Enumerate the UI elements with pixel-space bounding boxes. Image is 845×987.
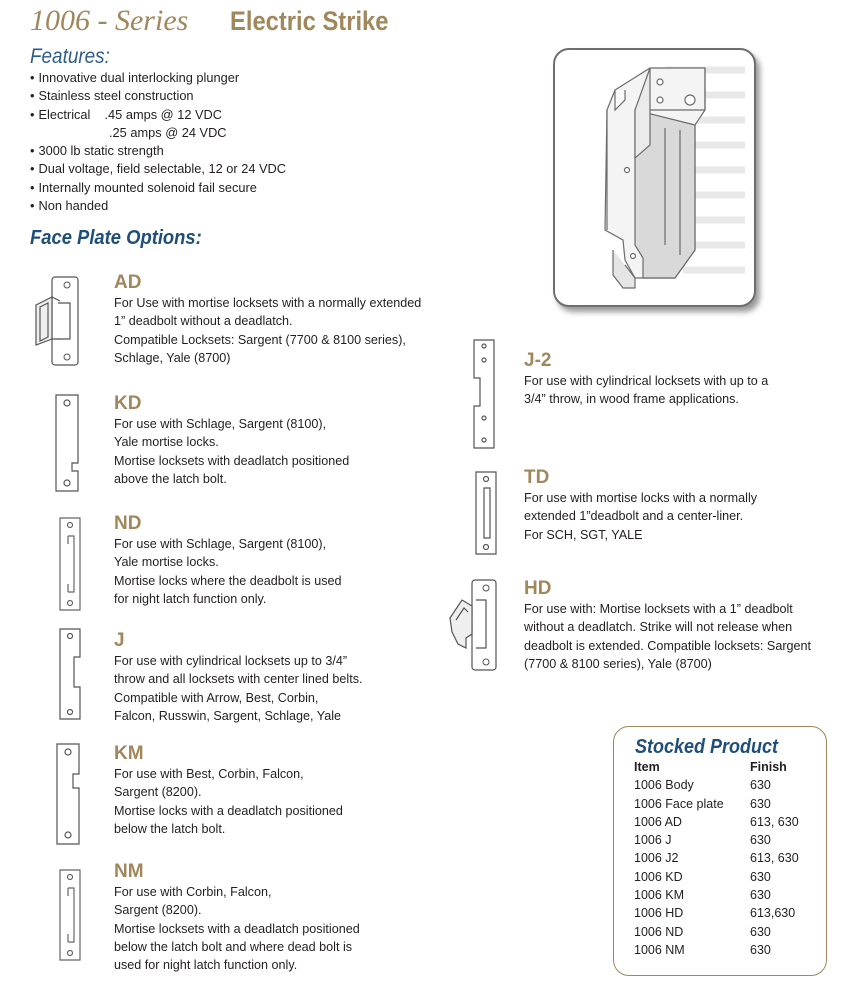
table-row: 1006 KM 630 — [634, 888, 771, 903]
option-description: For use with Schlage, Sargent (8100), Yale mortise locks. Mortise locks where the deadbolt is used for night latch function only. — [114, 537, 342, 606]
km-face-plate-icon — [55, 742, 81, 846]
hd-face-plate-icon — [446, 578, 498, 672]
nm-face-plate-icon — [58, 868, 82, 962]
kd-face-plate-icon — [54, 393, 80, 493]
ad-face-plate-icon — [34, 275, 80, 367]
j-face-plate-icon — [58, 627, 82, 721]
feature-item: • Electrical .45 amps @ 12 VDC — [30, 106, 286, 124]
electric-strike-illustration — [555, 50, 754, 305]
feature-item: • Innovative dual interlocking plunger — [30, 69, 286, 87]
stocked-product-box — [613, 726, 827, 976]
stocked-product-table — [634, 760, 799, 961]
option-code: J-2 — [524, 350, 552, 371]
feature-item: • Non handed — [30, 197, 286, 215]
option-description: For Use with mortise locksets with a normally extended 1” deadbolt without a deadlatch. Compatible Locksets: Sargent (7700 & 8100 series), Schlage, Yale (8700) — [114, 296, 422, 365]
feature-item: • Stainless steel construction — [30, 87, 286, 105]
face-plate-heading: Face Plate Options: — [30, 227, 202, 249]
option-j2 — [524, 350, 768, 409]
option-code: J — [114, 630, 125, 651]
stocked-product-heading: Stocked Product — [635, 736, 779, 758]
option-description: For use with: Mortise locksets with a 1” deadbolt without a deadlatch. Strike will not release when deadbolt is extended. Compatible locksets: Sargent (7700 & 8100 series), Yale (8700) — [524, 602, 812, 671]
table-row: 1006 NM 630 — [634, 942, 771, 957]
table-row: 1006 AD 613, 630 — [634, 814, 799, 829]
table-row: 1006 KD 630 — [634, 869, 771, 884]
option-km — [114, 743, 343, 838]
option-nd — [114, 513, 342, 608]
option-description: For use with cylindrical locksets with up to a 3/4” throw, in wood frame applications. — [524, 374, 769, 407]
page-title: Electric Strike — [230, 6, 389, 36]
table-row: 1006 Body 630 — [634, 778, 771, 793]
features-heading: Features: — [30, 45, 110, 68]
option-ad — [114, 272, 421, 367]
column-header-finish: Finish — [750, 760, 787, 774]
option-code: AD — [114, 272, 142, 293]
td-face-plate-icon — [474, 470, 498, 556]
table-row: 1006 Face plate 630 — [634, 796, 771, 811]
series-label: 1006 - Series — [30, 4, 189, 37]
option-description: For use with mortise locks with a normally extended 1”deadbolt and a center-liner. For SCH, SGT, YALE — [524, 491, 758, 542]
j2-face-plate-icon — [472, 338, 496, 450]
option-code: NM — [114, 861, 144, 882]
column-header-item: Item — [634, 760, 660, 774]
electrical-value: .25 amps @ 24 VDC — [109, 124, 227, 140]
option-kd — [114, 393, 349, 488]
table-row: 1006 ND 630 — [634, 924, 771, 939]
option-description: For use with Schlage, Sargent (8100), Yale mortise locks. Mortise locksets with deadlatch positioned above the latch bolt. — [114, 417, 350, 486]
option-td — [524, 467, 757, 544]
electrical-value: .45 amps @ 12 VDC — [104, 106, 223, 122]
table-row: 1006 HD 613,630 — [634, 906, 796, 921]
feature-item: • 3000 lb static strength — [30, 142, 286, 160]
option-j — [114, 630, 363, 725]
table-row: 1006 J2 613, 630 — [634, 851, 799, 866]
option-code: TD — [524, 467, 550, 488]
feature-item: • Dual voltage, field selectable, 12 or 24 VDC — [30, 160, 286, 178]
option-code: KD — [114, 393, 142, 414]
table-row: 1006 J 630 — [634, 833, 771, 848]
product-photo — [553, 48, 756, 307]
option-code: KM — [114, 743, 144, 764]
option-code: HD — [524, 578, 552, 599]
feature-item: • Internally mounted solenoid fail secure — [30, 179, 286, 197]
nd-face-plate-icon — [58, 516, 82, 612]
option-description: For use with Best, Corbin, Falcon, Sargent (8200). Mortise locks with a deadlatch positioned below the latch bolt. — [114, 767, 343, 836]
option-nm — [114, 861, 360, 974]
option-code: ND — [114, 513, 142, 534]
features-list — [30, 69, 286, 215]
option-description: For use with cylindrical locksets up to 3/4” throw and all locksets with center lined belts. Compatible with Arrow, Best, Corbin, Falcon, Russwin, Sargent, Schlage, Yale — [114, 654, 363, 723]
option-description: For use with Corbin, Falcon, Sargent (8200). Mortise locksets with a deadlatch positioned below the latch bolt and where dead bolt is used for night latch function only. — [114, 885, 360, 973]
option-hd — [524, 578, 811, 673]
table-header-row — [634, 760, 799, 778]
